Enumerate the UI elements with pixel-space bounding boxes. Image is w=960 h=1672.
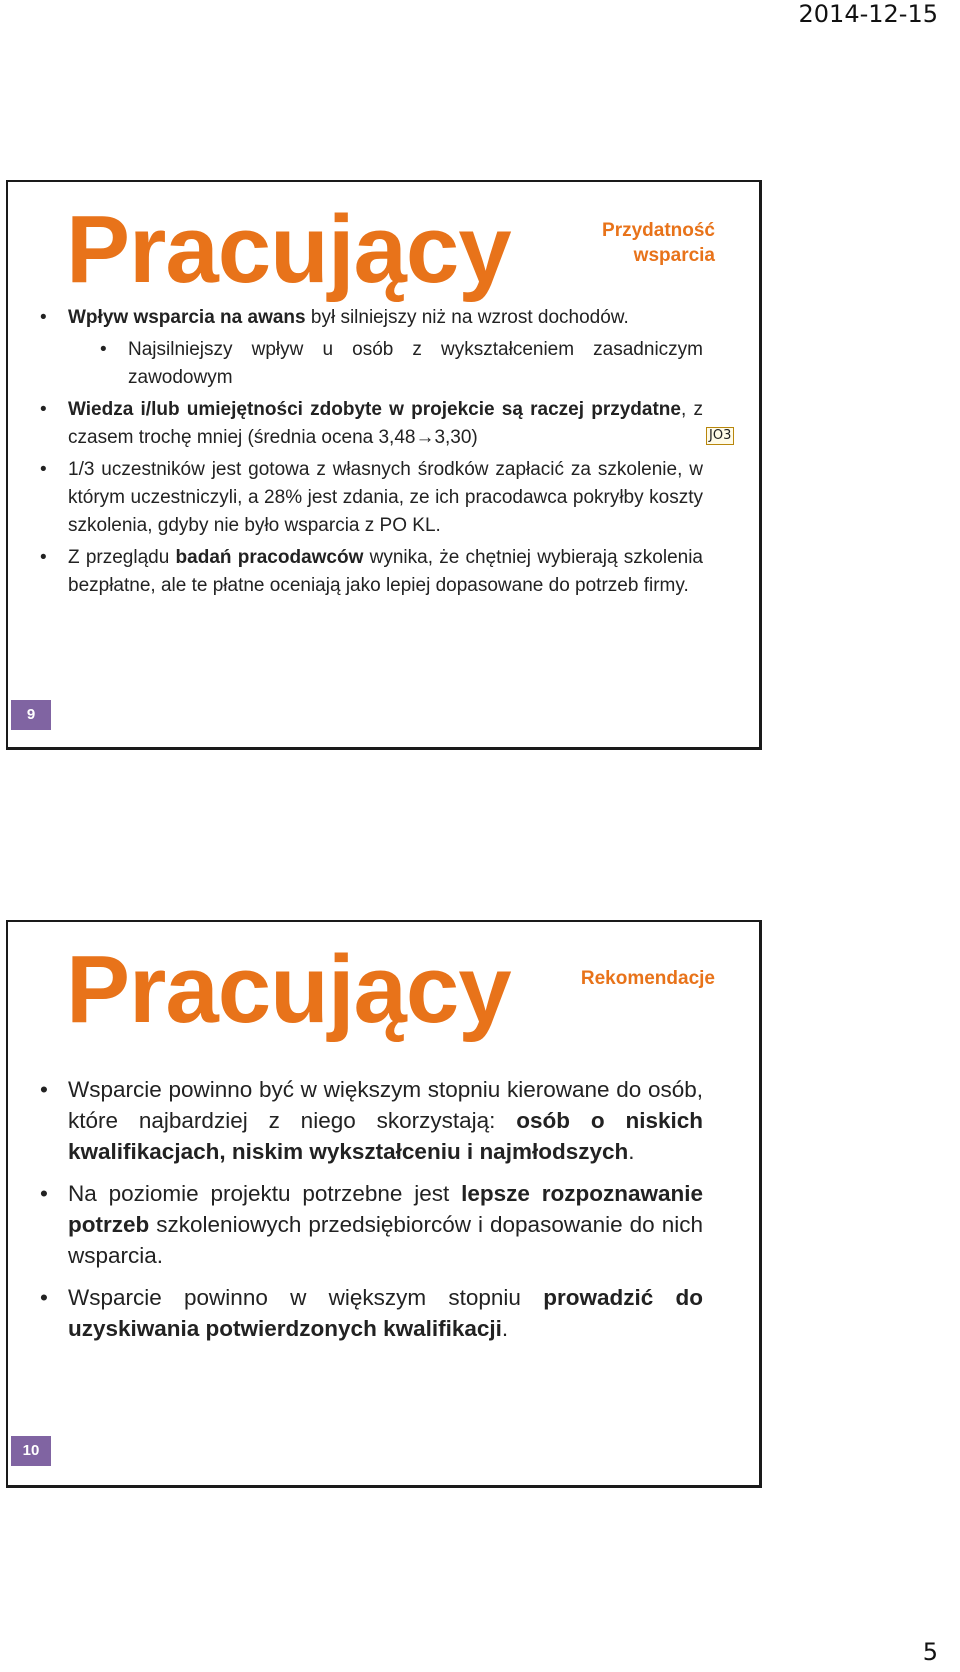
bullet-text: Wsparcie powinno być w większym stopniu kierowane do osób, które najbardziej z niego skorzystają: bbox=[68, 1077, 703, 1133]
section-tag bbox=[535, 218, 715, 268]
bullet-text: wynika, że chętniej wybierają szkolenia bezpłatne, ale te płatne oceniają jako lepiej dopasowane do potrzeb firmy. bbox=[68, 547, 703, 596]
bullet-bold: prowadzić do uzyskiwania potwierdzonych kwalifikacji bbox=[68, 1285, 703, 1341]
bullet-text: szkoleniowych przedsiębiorców i dopasowanie do nich wsparcia. bbox=[68, 1212, 703, 1268]
bullet-text: Na poziomie projektu potrzebne jest bbox=[68, 1181, 462, 1206]
bullet-item bbox=[38, 456, 703, 540]
bullet-bold: badań pracodawców bbox=[175, 547, 364, 568]
section-tag-line-1: Przydatność bbox=[602, 220, 715, 241]
bullet-item bbox=[38, 1178, 703, 1271]
bullet-item bbox=[38, 396, 703, 452]
bullet-bold: osób o niskich kwalifikacjach, niskim wykształceniu i najmłodszych bbox=[68, 1108, 703, 1164]
bullet-bold: Wiedza i/lub umiejętności zdobyte w projekcie są raczej przydatne bbox=[68, 399, 681, 420]
bullet-list bbox=[38, 1074, 703, 1355]
section-tag: Rekomendacje bbox=[580, 968, 715, 989]
bullet-text: Wsparcie powinno w większym stopniu bbox=[68, 1285, 544, 1310]
slide-number-badge: 9 bbox=[11, 700, 51, 730]
bullet-bold: Wpływ wsparcia na awans bbox=[68, 307, 306, 328]
slide-title: Pracujący bbox=[66, 196, 511, 303]
bullet-item bbox=[38, 544, 703, 600]
bullet-item bbox=[38, 1074, 703, 1167]
comment-marker[interactable]: JO3 bbox=[706, 427, 734, 445]
sub-bullet-item bbox=[38, 336, 703, 392]
page-number: 5 bbox=[922, 1638, 938, 1666]
bullet-text: , z czasem trochę mniej (średnia ocena 3,48→3,30) bbox=[68, 399, 703, 448]
slide-number-badge: 10 bbox=[11, 1436, 51, 1466]
bullet-text: . bbox=[501, 1316, 509, 1341]
section-tag-line-2: wsparcia bbox=[633, 245, 715, 266]
bullet-text: był silniejszy niż na wzrost dochodów. bbox=[305, 307, 629, 328]
bullet-text: . bbox=[628, 1139, 635, 1164]
bullet-item bbox=[38, 304, 703, 332]
bullet-bold: lepsze rozpoznawanie potrzeb bbox=[68, 1181, 703, 1237]
slide-title: Pracujący bbox=[66, 936, 511, 1043]
slide-10 bbox=[6, 920, 762, 1488]
bullet-item bbox=[38, 1282, 703, 1344]
bullet-text: Najsilniejszy wpływ u osób z wykształceniem zasadniczym zawodowym bbox=[128, 339, 703, 388]
page-date: 2014-12-15 bbox=[798, 0, 938, 28]
bullet-list bbox=[38, 304, 703, 604]
slide-9 bbox=[6, 180, 762, 750]
bullet-text: 1/3 uczestników jest gotowa z własnych środków zapłacić za szkolenie, w którym uczestniczyli, a 28% jest zdania, ze ich pracodawca pokryłby koszty szkolenia, gdyby nie było wsparcia z PO KL. bbox=[68, 459, 703, 536]
bullet-text: Z przeglądu bbox=[68, 547, 176, 568]
